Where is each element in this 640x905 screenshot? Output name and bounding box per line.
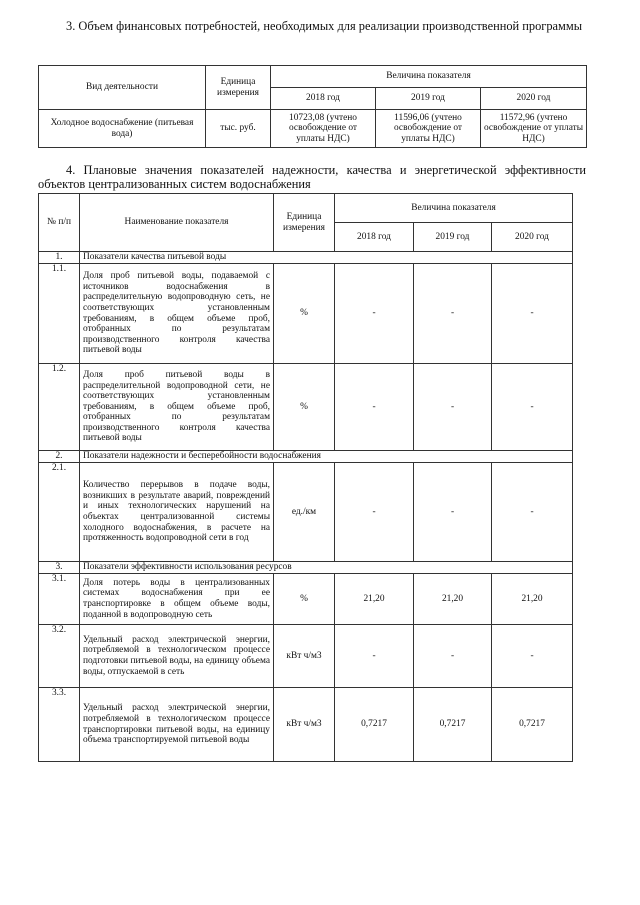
col-value-header: Величина показателя xyxy=(335,194,573,223)
value-cell: - xyxy=(335,364,414,451)
value-cell: 11596,06 (учтено освобождение от уплаты НДС) xyxy=(376,110,481,148)
indicator-name: Удельный расход электрической энергии, потребляемой в технологическом процессе подготовки питьевой воды, на единицу объема воды, отпускаемой в сеть xyxy=(80,625,274,688)
value-cell: 0,7217 xyxy=(414,688,492,762)
col-num-header: № п/п xyxy=(39,194,80,252)
section-title: Показатели эффективности использования ресурсов xyxy=(80,562,573,574)
indicator-name: Количество перерывов в подаче воды, возникших в результате аварий, повреждений и иных технологических нарушений на объектах централизованной системы холодного водоснабжения, в расчете на протяженность водопроводной сети в год xyxy=(80,463,274,562)
unit-cell: ед./км xyxy=(274,463,335,562)
year-header: 2018 год xyxy=(335,223,414,252)
table-row xyxy=(39,252,573,264)
section-4-heading: 4. Плановые значения показателей надежности, качества и энергетической эффективности объектов централизованных систем водоснабжения xyxy=(38,163,586,191)
year-header: 2020 год xyxy=(481,88,587,110)
row-number: 3.2. xyxy=(39,625,80,688)
value-cell: - xyxy=(492,625,573,688)
value-cell: - xyxy=(492,364,573,451)
table-row xyxy=(39,264,573,364)
value-cell: - xyxy=(335,264,414,364)
value-cell: 11572,96 (учтено освобождение от уплаты НДС) xyxy=(481,110,587,148)
value-cell: - xyxy=(492,463,573,562)
value-cell: 0,7217 xyxy=(492,688,573,762)
table-row xyxy=(39,463,573,562)
unit-cell: % xyxy=(274,264,335,364)
table-row xyxy=(39,451,573,463)
unit-cell: % xyxy=(274,364,335,451)
financial-needs-table xyxy=(38,65,587,148)
table-row xyxy=(39,562,573,574)
value-cell: 21,20 xyxy=(492,574,573,625)
row-number: 1.1. xyxy=(39,264,80,364)
activity-cell: Холодное водоснабжение (питьевая вода) xyxy=(39,110,206,148)
indicator-name: Доля потерь воды в централизованных системах водоснабжения при ее транспортировке в общем объеме воды, поданной в водопроводную сеть xyxy=(80,574,274,625)
row-number: 2. xyxy=(39,451,80,463)
row-number: 3. xyxy=(39,562,80,574)
year-header: 2019 год xyxy=(376,88,481,110)
unit-cell: % xyxy=(274,574,335,625)
col-activity-header: Вид деятельности xyxy=(39,66,206,110)
unit-cell: кВт ч/м3 xyxy=(274,625,335,688)
value-cell: 0,7217 xyxy=(335,688,414,762)
value-cell: - xyxy=(492,264,573,364)
col-value-header: Величина показателя xyxy=(271,66,587,88)
indicator-name: Доля проб питьевой воды, подаваемой с источников водоснабжения в распределительную водопроводную сеть, не соответствующих установленным требованиям, в общем объеме проб, отобранных по результатам производственного контроля качества питьевой воды xyxy=(80,264,274,364)
value-cell: - xyxy=(335,463,414,562)
value-cell: 21,20 xyxy=(335,574,414,625)
year-header: 2020 год xyxy=(492,223,573,252)
value-cell: - xyxy=(414,264,492,364)
row-number: 1. xyxy=(39,252,80,264)
row-number: 3.1. xyxy=(39,574,80,625)
table-row xyxy=(39,688,573,762)
col-unit-header: Единица измерения xyxy=(274,194,335,252)
table-row xyxy=(39,364,573,451)
value-cell: - xyxy=(414,364,492,451)
section-title: Показатели качества питьевой воды xyxy=(80,252,573,264)
unit-cell: кВт ч/м3 xyxy=(274,688,335,762)
col-name-header: Наименование показателя xyxy=(80,194,274,252)
section-3-heading: 3. Объем финансовых потребностей, необходимых для реализации производственной программы xyxy=(66,19,583,33)
value-cell: - xyxy=(335,625,414,688)
value-cell: - xyxy=(414,625,492,688)
row-number: 3.3. xyxy=(39,688,80,762)
row-number: 2.1. xyxy=(39,463,80,562)
table-row xyxy=(39,574,573,625)
value-cell: - xyxy=(414,463,492,562)
col-unit-header: Единица измерения xyxy=(206,66,271,110)
table-row xyxy=(39,625,573,688)
indicator-name: Доля проб питьевой воды в распределительной водопроводной сети, не соответствующих установленным требованиям, в общем объеме проб, отобранных по результатам производственного контроля качества питьевой воды xyxy=(80,364,274,451)
value-cell: 10723,08 (учтено освобождение от уплаты НДС) xyxy=(271,110,376,148)
year-header: 2019 год xyxy=(414,223,492,252)
indicators-table xyxy=(38,193,573,762)
section-title: Показатели надежности и бесперебойности водоснабжения xyxy=(80,451,573,463)
year-header: 2018 год xyxy=(271,88,376,110)
value-cell: 21,20 xyxy=(414,574,492,625)
indicator-name: Удельный расход электрической энергии, потребляемой в технологическом процессе транспортировки питьевой воды, на единицу объема транспортируемой питьевой воды xyxy=(80,688,274,762)
unit-cell: тыс. руб. xyxy=(206,110,271,148)
row-number: 1.2. xyxy=(39,364,80,451)
